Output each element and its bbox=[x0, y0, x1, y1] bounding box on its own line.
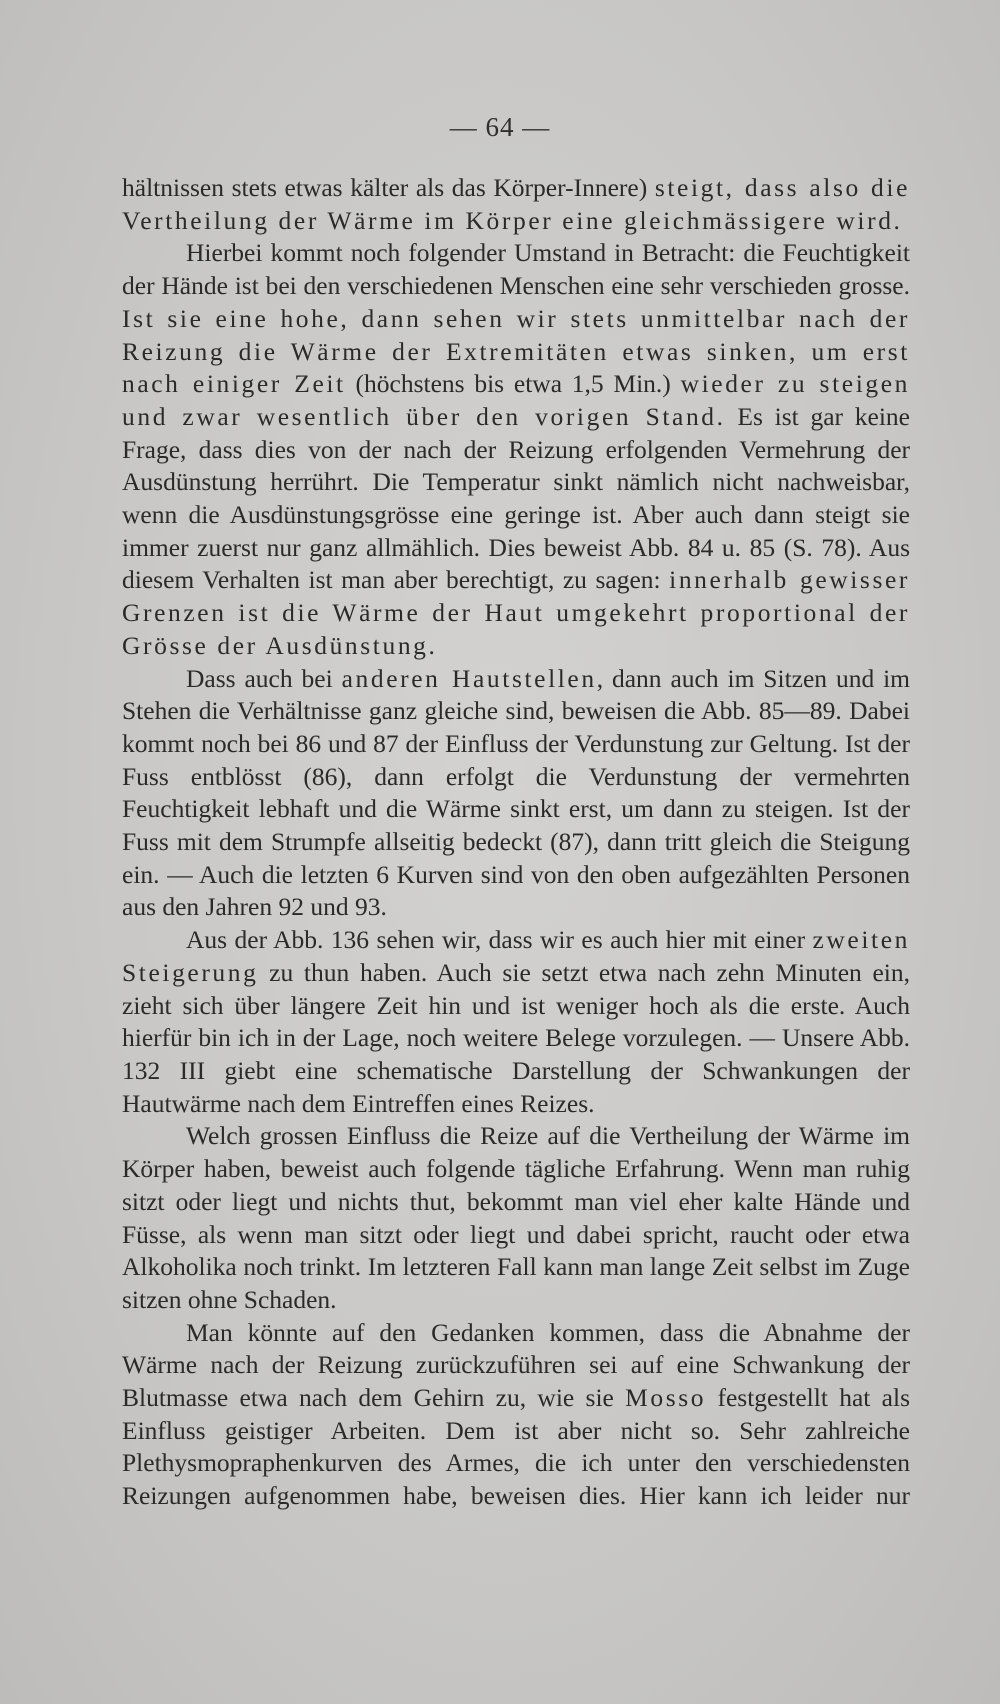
text-segment: Welch grossen Einfluss die Reize auf die Vertheilung der Wärme im Körper haben, beweist auch folgende tägliche Erfahrung. Wenn man ruhig sitzt oder liegt und nichts thut, bekommt man viel eher kalte Hände und Füsse, als wenn man sitzt oder liegt und dabei spricht, raucht oder etwa Alkoholika noch trinkt. Im letzteren Fall kann man lange Zeit selbst im Zuge sitzen ohne Schaden. bbox=[122, 1121, 910, 1314]
text-segment: Es ist gar keine Frage, dass dies von der nach der Reizung erfolgenden Vermehrung der Ausdünstung herrührt. Die Temperatur sinkt nämlich nicht nachweisbar, wenn die Ausdünstungsgrösse eine geringe ist. Aber auch dann steigt sie immer zuerst nur ganz allmählich. Dies beweist Abb. 84 u. 85 (S. 78). Aus diesem Verhalten ist man aber berechtigt, zu sagen: bbox=[122, 401, 910, 595]
text-segment: Aus der Abb. 136 sehen wir, dass wir es auch hier mit einer bbox=[186, 925, 813, 955]
paragraph bbox=[122, 663, 910, 925]
text-segment: Dass auch bei bbox=[186, 663, 342, 693]
text-segment: , dann auch im Sitzen und im Stehen die Verhältnisse ganz gleiche sind, beweisen die Abb. 85—89. Dabei kommt noch bei 86 und 87 der Einfluss der Verdunstung zur Geltung. Ist der Fuss entblösst (86), dann erfolgt die Verdunstung der vermehrten Feuchtigkeit lebhaft und die Wärme sinkt erst, um dann zu steigen. Ist der Fuss mit dem Strumpfe allseitig bedeckt (87), dann tritt gleich die Steigung ein. — Auch die letzten 6 Kurven sind von den oben aufgezählten Personen aus den Jahren 92 und 93. bbox=[122, 663, 911, 922]
text-segment: Hierbei kommt noch folgender Umstand in Betracht: die Feuchtigkeit der Hände ist bei den verschiedenen Menschen eine sehr verschieden grosse. bbox=[122, 238, 910, 301]
text-segment: Man könnte auf den Gedanken kommen, dass die Abnahme der Wärme nach der Reizung zurückzuführen sei auf eine Schwankung der Blutmasse etwa nach dem Gehirn zu, wie sie bbox=[122, 1317, 910, 1413]
paragraph bbox=[122, 237, 910, 662]
spaced-text: innerhalb gewisser Grenzen ist die Wärme der Haut umgekehrt proportional der Grösse der Ausdünstung. bbox=[122, 565, 910, 660]
text-segment: hältnissen stets etwas kälter als das Körper-Innere) bbox=[122, 173, 655, 202]
paragraph bbox=[122, 1317, 910, 1513]
paragraph bbox=[122, 172, 910, 237]
text-segment: festgestellt hat als Einfluss geistiger Arbeiten. Dem ist aber nicht so. Sehr zahlreiche Plethysmopraphenkurven des Armes, die ich unter den verschiedensten Reizungen aufgenommen habe, beweisen dies. Hier kann ich leider nur bbox=[122, 1383, 910, 1511]
text-segment: zu thun haben. Auch sie setzt etwa nach zehn Minuten ein, zieht sich über längere Zeit hin und ist weniger hoch als die erste. Auch hierfür bin ich in der Lage, noch weitere Belege vorzulegen. — Unsere Abb. 132 III giebt eine schematische Darstellung der Schwankungen der Hautwärme nach dem Eintreffen eines Reizes. bbox=[122, 957, 910, 1118]
spaced-text: Mosso bbox=[625, 1383, 707, 1413]
spaced-text: anderen Hautstellen bbox=[341, 663, 597, 693]
spaced-text: zweiten Steigerung bbox=[122, 925, 910, 987]
spaced-text: steigt, dass also die Vertheilung der Wärme im Körper eine gleichmässigere wird. bbox=[122, 173, 910, 235]
paragraph bbox=[122, 1120, 910, 1316]
page-number: — 64 — bbox=[449, 112, 551, 142]
spaced-text: wieder zu steigen und zwar wesentlich über den vorigen Stand. bbox=[122, 369, 910, 431]
spaced-text: Ist sie eine hohe, dann sehen wir stets unmittelbar nach der Reizung die Wärme der Extremitäten etwas sinken, um erst nach einiger Zeit bbox=[122, 303, 910, 399]
text-segment: (höchstens bis etwa 1,5 Min.) bbox=[345, 369, 681, 399]
paragraph bbox=[122, 924, 910, 1120]
body-text bbox=[122, 172, 910, 1513]
